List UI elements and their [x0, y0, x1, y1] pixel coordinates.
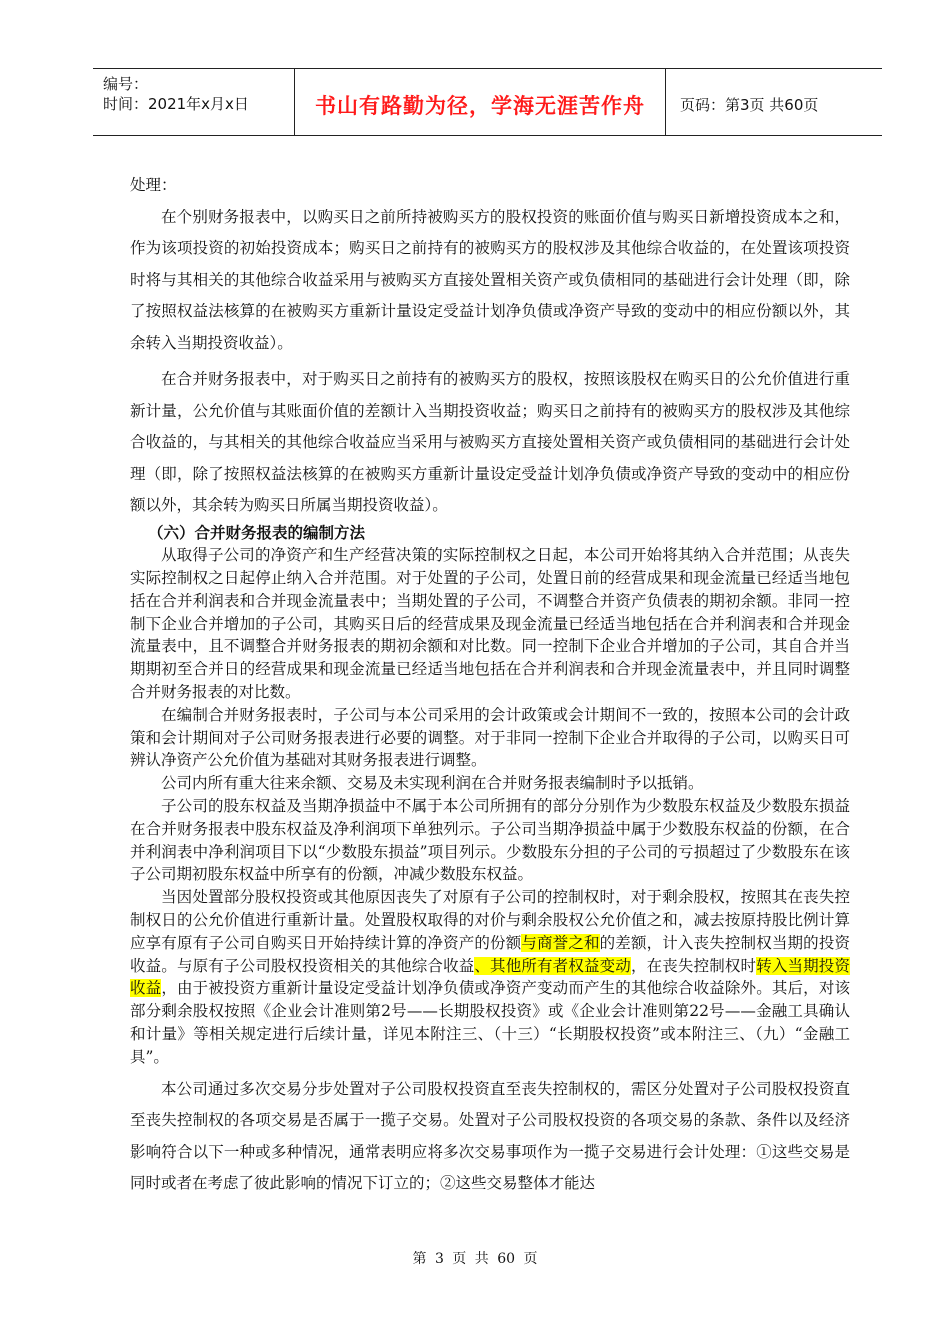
- header-page-cell: [666, 69, 882, 135]
- paragraph-accounting-policy: 在编制合并财务报表时，子公司与本公司采用的会计政策或会计期间不一致的，按照本公司的会计政策和会计期间对子公司财务报表进行必要的调整。对于非同一控制下企业合并取得的子公司，以购买日可辨认净资产公允价值为基础对其财务报表进行调整。: [130, 705, 850, 770]
- text-segment: ，在丧失控制权时: [630, 956, 757, 975]
- page-header: [93, 68, 882, 136]
- header-motto-cell: [295, 69, 666, 135]
- page-info: 页码：第3页 共60页: [680, 96, 819, 114]
- page-footer: 第 3 页 共 60 页: [412, 1251, 538, 1267]
- highlighted-text: 与商誉之和: [521, 933, 600, 952]
- paragraph-minority-interest: 子公司的股东权益及当期净损益中不属于本公司所拥有的部分分别作为少数股东权益及少数股东损益在合并财务报表中股东权益及净利润项下单独列示。子公司当期净损益中属于少数股东权益的份额，在合并利润表中净利润项目下以“少数股东损益”项目列示。少数股东分担的子公司的亏损超过了少数股东在该子公司期初股东权益中所享有的份额，冲减少数股东权益。: [130, 797, 850, 884]
- text-segment: 的差额，计入丧失控制权当期的投资收益。与原有子公司股权投资相关的其他综合收益: [130, 933, 850, 975]
- paragraph-consolidation-scope: 从取得子公司的净资产和生产经营决策的实际控制权之日起，本公司开始将其纳入合并范围；从丧失实际控制权之日起停止纳入合并范围。对于处置的子公司，处置日前的经营成果和现金流量已经适当地包括在合并利润表和合并现金流量表中；当期处置的子公司，不调整合并资产负债表的期初余额。非同一控制下企业合并增加的子公司，其购买日后的经营成果及现金流量已经适当地包括在合并利润表和合并现金流量表中，且不调整合并财务报表的期初余额和对比数。同一控制下企业合并增加的子公司，其自合并当期期初至合并日的经营成果和现金流量已经适当地包括在合并利润表和合并现金流量表中，并且同时调整合并财务报表的对比数。: [130, 546, 850, 702]
- paragraph-loss-of-control: [130, 886, 850, 1068]
- paragraph-intro: 处理：: [130, 176, 177, 194]
- document-time-label: 时间：2021年x月x日: [103, 95, 249, 113]
- highlighted-text: 、其他所有者权益变动: [474, 956, 631, 975]
- text-segment: ，由于被投资方重新计量设定受益计划净负债或净资产变动而产生的其他综合收益除外。其后，对该部分剩余股权按照《企业会计准则第2号——长期股权投资》或《企业会计准则第22号——金融工具确认和计量》等相关规定进行后续计量，详见本附注三、（十三）“长期股权投资”或本附注三、（九）“金融工具”。: [130, 979, 850, 1066]
- text-segment: 当因处置部分股权投资或其他原因丧失了对原有子公司的控制权时，对于剩余股权，按照其在丧失控制权日的公允价值进行重新计量。处置股权取得的对价与剩余股权公允价值之和，减去按原持股比例计算应享有原有子公司自购买日开始持续计算的净资产的份额: [130, 888, 850, 952]
- paragraph-consolidated-statements: 在合并财务报表中，对于购买日之前持有的被购买方的股权，按照该股权在购买日的公允价值进行重新计量，公允价值与其账面价值的差额计入当期投资收益；购买日之前持有的被购买方的股权涉及其他综合收益的，与其相关的其他综合收益应当采用与被购买方直接处置相关资产或负债相同的基础进行会计处理（即，除了按照权益法核算的在被购买方重新计量设定受益计划净负债或净资产导致的变动中的相应份额以外，其余转为购买日所属当期投资收益）。: [130, 370, 850, 514]
- header-meta-cell: [93, 69, 295, 135]
- paragraph-stepwise-disposal: 本公司通过多次交易分步处置对子公司股权投资直至丧失控制权的，需区分处置对子公司股权投资直至丧失控制权的各项交易是否属于一揽子交易。处置对子公司股权投资的各项交易的条款、条件以及经济影响符合以下一种或多种情况，通常表明应将多次交易事项作为一揽子交易进行会计处理：①这些交易是同时或者在考虑了彼此影响的情况下订立的；②这些交易整体才能达: [130, 1079, 850, 1193]
- paragraph-elimination: 公司内所有重大往来余额、交易及未实现利润在合并财务报表编制时予以抵销。: [161, 774, 704, 793]
- highlighted-text: 转入当期投资收益: [130, 956, 850, 998]
- document-body: [130, 170, 850, 1200]
- motto: 书山有路勤为径，学海无涯苦作舟: [315, 94, 645, 118]
- section-heading: （六）合并财务报表的编制方法: [148, 522, 366, 542]
- document-number-label: 编号：: [103, 75, 149, 93]
- paragraph-individual-statements: 在个别财务报表中，以购买日之前所持被购买方的股权投资的账面价值与购买日新增投资成本之和，作为该项投资的初始投资成本；购买日之前持有的被购买方的股权涉及其他综合收益的，在处置该项投资时将与其相关的其他综合收益采用与被购买方直接处置相关资产或负债相同的基础进行会计处理（即，除了按照权益法核算的在被购买方重新计量设定受益计划净负债或净资产导致的变动中的相应份额以外，其余转入当期投资收益）。: [130, 207, 850, 352]
